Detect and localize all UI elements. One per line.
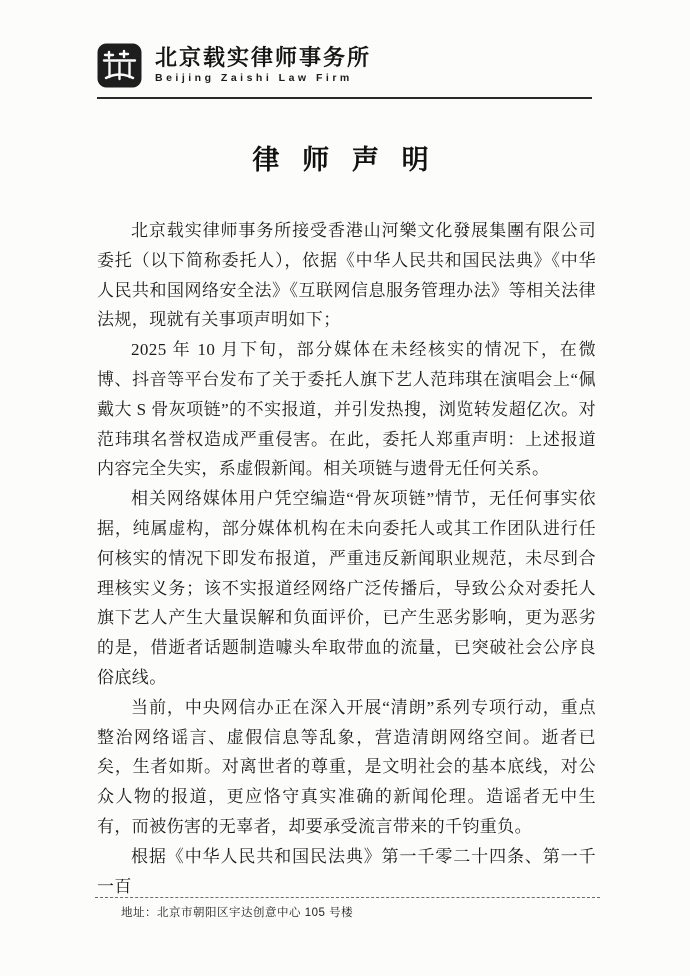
statement-paragraph: 北京载实律师事务所接受香港山河樂文化發展集團有限公司委托（以下简称委托人），依据《中华人民共和国民法典》《中华人民共和国网络安全法》《互联网信息服务管理办法》等相关法律法规，现就有关事项声明如下； xyxy=(97,221,596,330)
firm-name-cn: 北京载实律师事务所 xyxy=(155,45,372,71)
statement-paragraph: 当前，中央网信办正在深入开展“清朗”系列专项行动，重点整治网络谣言、虚假信息等乱象，营造清朗网络空间。逝者已矣，生者如斯。对离世者的尊重，是文明社会的基本底线，对公众人物的报道，更应恪守真实准确的新闻伦理。造谣者无中生有，而被伤害的无辜者，却要承受流言带来的千钧重负。 xyxy=(97,697,596,836)
letterhead xyxy=(97,43,597,99)
statement-paragraph: 2025 年 10 月下旬，部分媒体在未经核实的情况下，在微博、抖音等平台发布了关于委托人旗下艺人范玮琪在演唱会上“佩戴大 S 骨灰项链”的不实报道，并引发热搜，浏览转发超亿次。对范玮琪名誉权造成严重侵害。在此，委托人郑重声明：上述报道内容完全失实，系虚假新闻。相关项链与遗骨无任何关系。 xyxy=(97,340,596,479)
footer-divider xyxy=(95,897,600,898)
page-footer xyxy=(95,897,600,920)
firm-address: 地址：北京市朝阳区宇达创意中心 105 号楼 xyxy=(121,907,354,919)
statement-body xyxy=(97,216,596,901)
law-firm-logo-icon xyxy=(97,43,142,88)
statement-paragraph: 相关网络媒体用户凭空编造“骨灰项链”情节，无任何事实依据，纯属虚构，部分媒体机构在未向委托人或其工作团队进行任何核实的情况下即发布报道，严重违反新闻职业规范，未尽到合理核实义务；该不实报道经网络广泛传播后，导致公众对委托人旗下艺人产生大量误解和负面评价，已产生恶劣影响，更为恶劣的是，借逝者话题制造噱头牟取带血的流量，已突破社会公序良俗底线。 xyxy=(97,489,596,687)
header-divider xyxy=(97,97,592,99)
firm-name-block xyxy=(155,46,371,85)
statement-paragraph: 根据《中华人民共和国民法典》第一千零二十四条、第一千一百 xyxy=(97,846,596,896)
document-title: 律 师 声 明 xyxy=(252,145,437,175)
firm-name-en: Beijing Zaishi Law Firm xyxy=(155,72,353,85)
